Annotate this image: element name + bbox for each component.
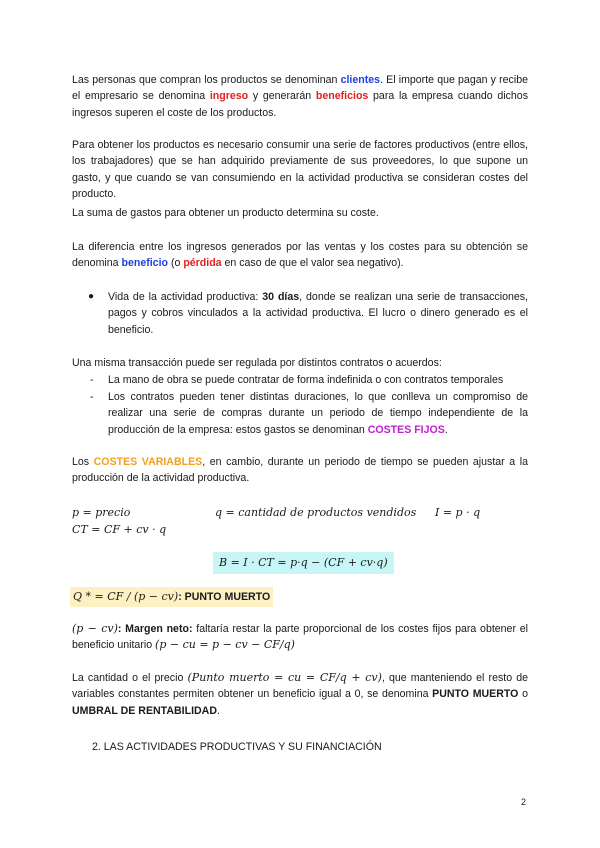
text: , que manteniendo el resto de variables constantes permiten obtener un beneficio igual a 0, se denomina bbox=[72, 672, 529, 701]
text: o bbox=[518, 688, 528, 701]
paragraph-umbral bbox=[72, 670, 528, 719]
term-clientes: clientes bbox=[340, 74, 381, 86]
formula-ingreso: I = p · q bbox=[435, 506, 481, 519]
term-dias: 30 días bbox=[262, 291, 300, 303]
text: La cantidad o el precio bbox=[72, 672, 188, 684]
formula-punto-muerto-inline: (Punto muerto = cu = CF/q + cv) bbox=[187, 671, 382, 684]
text: Los bbox=[72, 456, 94, 468]
text: La diferencia entre los ingresos generados por las ventas y los costes para su obtención se denomina bbox=[72, 241, 528, 270]
term-margen-neto: : Margen neto: bbox=[117, 623, 193, 635]
paragraph-coste bbox=[72, 205, 528, 221]
paragraph-margen-neto bbox=[72, 621, 528, 654]
formula-punto-muerto bbox=[70, 587, 273, 607]
term-beneficios: beneficios bbox=[315, 90, 369, 103]
formula-margen: (p − cv) bbox=[72, 622, 118, 635]
text: para la empresa cuando dichos ingresos superen el coste de los productos. bbox=[72, 90, 528, 119]
paragraph-factores bbox=[72, 137, 528, 203]
formula-coste-total: CT = CF + cv · q bbox=[72, 523, 167, 536]
formula-precio: p = precio bbox=[72, 506, 131, 519]
page-number: 2 bbox=[521, 797, 527, 807]
paragraph-costes-variables bbox=[72, 454, 528, 487]
text: . bbox=[216, 704, 220, 717]
text: (o bbox=[168, 257, 184, 270]
text: Las personas que compran los productos se denominan bbox=[72, 74, 341, 86]
term-beneficio: beneficio bbox=[121, 257, 168, 270]
formula-beneficio-unitario: (p − cu = p − cv − CF/q) bbox=[155, 638, 295, 652]
text: , en cambio, durante un periodo de tiempo se pueden ajustar a la producción de la actividad productiva. bbox=[72, 456, 528, 485]
text: y generarán bbox=[248, 90, 316, 103]
term-umbral: UMBRAL DE RENTABILIDAD bbox=[72, 704, 217, 717]
text: Vida de la actividad productiva: bbox=[108, 291, 263, 303]
text: Para obtener los productos es necesario consumir una serie de factores productivos (entre ellos, los trabajadores) que se han adquirido previamente de sus proveedores, lo que supone un gasto, y que cuando se van consumiendo en la actividad productiva se consideran costes del producto. bbox=[72, 139, 528, 201]
bullet-vida-actividad bbox=[108, 289, 528, 338]
term-perdida: pérdida bbox=[183, 257, 222, 270]
formula-beneficio: B = I · CT = p·q − (CF + cv·q) bbox=[213, 552, 394, 574]
list-item-mano-obra bbox=[108, 372, 528, 388]
bullet-icon: ● bbox=[88, 291, 95, 302]
paragraph-contratos bbox=[72, 355, 528, 371]
text: faltaría restar la parte proporcional de los costes fijos para obtener el beneficio unitario bbox=[72, 623, 528, 652]
text: , donde se realizan una serie de transacciones, pagos y cobros vinculados a la actividad productiva. El lucro o dinero generado es el beneficio. bbox=[108, 291, 528, 336]
term-punto-muerto: PUNTO MUERTO bbox=[432, 688, 519, 701]
paragraph-beneficio bbox=[72, 239, 528, 272]
text: en caso de que el valor sea negativo). bbox=[221, 257, 404, 270]
dash-marker: - bbox=[90, 374, 94, 386]
term-costes-fijos: COSTES FIJOS bbox=[367, 423, 445, 436]
text: La suma de gastos para obtener un producto determina su coste. bbox=[72, 207, 379, 219]
section-heading: 2. LAS ACTIVIDADES PRODUCTIVAS Y SU FINANCIACIÓN bbox=[92, 741, 382, 753]
text: Una misma transacción puede ser regulada por distintos contratos o acuerdos: bbox=[72, 357, 442, 369]
formula-q-star: Q * = CF / (p − cv) bbox=[73, 590, 179, 603]
text: La mano de obra se puede contratar de forma indefinida o con contratos temporales bbox=[108, 374, 504, 386]
text: . El importe que pagan y recibe el empresario se denomina bbox=[72, 74, 528, 103]
term-ingreso: ingreso bbox=[209, 90, 249, 103]
text: . bbox=[444, 423, 448, 436]
dash-marker: - bbox=[90, 391, 94, 403]
paragraph-clientes bbox=[72, 72, 528, 121]
text: Los contratos pueden tener distintas duraciones, lo que conlleva un compromiso de realizar una serie de compras durante un periodo de tiempo independiente de la producción de la empresa: estos gastos se denominan bbox=[108, 391, 528, 436]
list-item-contratos bbox=[108, 389, 528, 438]
formula-cantidad: q = cantidad de productos vendidos bbox=[215, 506, 417, 519]
label-punto-muerto: : PUNTO MUERTO bbox=[178, 591, 271, 603]
term-costes-variables: COSTES VARIABLES bbox=[93, 456, 203, 468]
